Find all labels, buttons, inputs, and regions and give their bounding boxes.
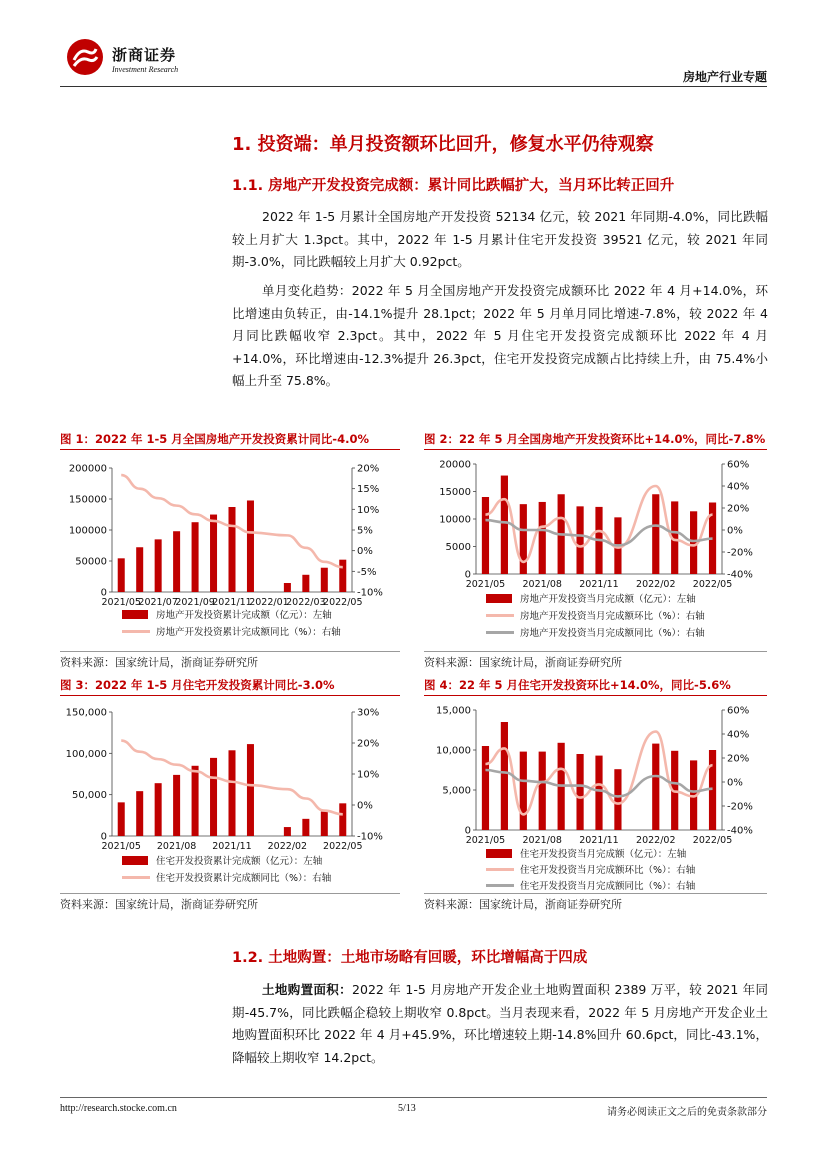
bar-2021/11 — [228, 507, 235, 592]
x-tick-label: 2021/05 — [465, 579, 506, 590]
right-tick-label: 15% — [357, 484, 380, 496]
fig1-chart — [60, 452, 400, 648]
section-1-2-title: 1.2. 土地购置：土地市场略有回暖，环比增幅高于四成 — [232, 950, 588, 966]
x-tick-label: 2022/02 — [636, 579, 676, 590]
x-tick-label: 2022/01 — [249, 597, 289, 608]
brand-subtitle: Investment Research — [112, 65, 179, 74]
right-tick-label: 5% — [357, 525, 373, 537]
bar-2021/06 — [501, 722, 508, 830]
bar-2022/05 — [339, 803, 346, 836]
footer-url[interactable]: http://research.stocke.com.cn — [60, 1103, 177, 1114]
left-tick-label: 15,000 — [436, 705, 471, 717]
fig3-source-rule — [60, 893, 400, 894]
bar-2021/08 — [539, 502, 546, 574]
bar-2021/11 — [595, 756, 602, 830]
fig4-chart — [424, 698, 767, 892]
bar-2021/10 — [210, 515, 217, 592]
left-tick-label: 0 — [464, 825, 471, 837]
bar-2021/05 — [482, 746, 489, 830]
bar-2022/02 — [652, 744, 659, 830]
x-tick-label: 2022/02 — [636, 835, 676, 846]
left-tick-label: 0 — [464, 569, 471, 581]
paragraph-3 — [232, 979, 768, 1069]
brand-logo-icon — [66, 38, 104, 76]
right-tick-label: 20% — [727, 753, 750, 765]
bar-2021/06 — [501, 476, 508, 574]
legend-label: 住宅开发投资当月完成额同比（%）：右轴 — [520, 881, 696, 892]
right-tick-label: 10% — [357, 769, 380, 781]
x-tick-label: 2022/03 — [286, 597, 326, 608]
bar-2021/07 — [520, 504, 527, 574]
left-tick-label: 50,000 — [72, 790, 107, 802]
paragraph-1: 2022 年 1-5 月累计全国房地产开发投资 52134 亿元，较 2021 年同期-4.0%，同比跌幅较上月扩大 1.3pct。其中，2022 年 1-5 月累计住宅开发投资 39521 亿元，较 2021 年同期-3.0%，同比跌幅较上月扩大 0.92pct。 — [232, 209, 768, 269]
legend-label: 房地产开发投资当月完成额环比（%）：右轴 — [520, 611, 705, 622]
right-tick-label: 10% — [357, 504, 380, 516]
x-tick-label: 2021/11 — [579, 835, 619, 846]
bar-2021/09 — [192, 766, 199, 836]
x-tick-label: 2022/05 — [692, 835, 733, 846]
report-type: 房地产行业专题 — [682, 70, 767, 84]
right-tick-label: -20% — [727, 547, 753, 559]
paragraph-2: 单月变化趋势：2022 年 5 月全国房地产开发投资完成额环比 2022 年 4 月+14.0%，环比增速由负转正，由-14.1%提升 28.1pct；2022 年 5 月单月同比增速-7.8%，较 2022 年 4 月同比跌幅收窄 2.3pct。其中，2022 年 5 月住宅开发投资完成额环比 2022 年 4 月+14.0%，环比增速由-12.3%提升 26.3pct，住宅开发投资完成额占比持续上升，由 75.4%小幅上升至 75.8%。 — [232, 283, 768, 388]
fig1-title: 图 1：2022 年 1-5 月全国房地产开发投资累计同比-4.0% — [60, 432, 369, 446]
bar-2021/07 — [520, 752, 527, 830]
paragraph-3-lead: 土地购置面积： — [262, 982, 353, 997]
legend-label: 房地产开发投资当月完成额同比（%）：右轴 — [520, 628, 705, 639]
legend-label: 住宅开发投资累计完成额（亿元）：左轴 — [156, 856, 323, 867]
legend-label: 房地产开发投资累计完成额同比（%）：右轴 — [156, 627, 341, 638]
x-tick-label: 2021/11 — [212, 841, 252, 852]
legend-swatch-bar — [122, 856, 148, 865]
x-tick-label: 2021/05 — [465, 835, 506, 846]
right-tick-label: -10% — [357, 831, 383, 843]
x-tick-label: 2021/08 — [522, 835, 562, 846]
legend-swatch-bar — [486, 849, 512, 858]
bar-2021/12 — [247, 744, 254, 836]
right-tick-label: -40% — [727, 825, 753, 837]
brand-name: 浙商证券 — [112, 46, 177, 64]
fig4-source-rule — [424, 893, 767, 894]
fig4-source: 资料来源：国家统计局，浙商证券研究所 — [424, 898, 622, 911]
fig2-source: 资料来源：国家统计局，浙商证券研究所 — [424, 656, 622, 669]
bar-2021/12 — [614, 769, 621, 830]
x-tick-label: 2022/05 — [323, 597, 363, 608]
bar-2022/05 — [339, 560, 346, 592]
section-1-1-title: 1.1. 房地产开发投资完成额：累计同比跌幅扩大，当月环比转正回升 — [232, 178, 675, 194]
right-tick-label: 30% — [357, 707, 380, 719]
bar-2021/10 — [576, 754, 583, 830]
bar-2021/05 — [482, 497, 489, 574]
bar-2022/03 — [302, 819, 309, 836]
right-tick-label: 20% — [727, 503, 750, 515]
bar-2022/02 — [284, 827, 291, 836]
right-tick-label: 0% — [357, 546, 373, 558]
page-number: 5/13 — [398, 1103, 416, 1114]
legend-label: 房地产开发投资当月完成额（亿元）：左轴 — [520, 594, 696, 605]
footer-disclaimer: 请务必阅读正文之后的免责条款部分 — [607, 1107, 767, 1118]
right-tick-label: 0% — [357, 800, 373, 812]
fig1-source: 资料来源：国家统计局，浙商证券研究所 — [60, 656, 258, 669]
section-1-title: 1. 投资端：单月投资额环比回升，修复水平仍待观察 — [232, 134, 654, 155]
x-tick-label: 2021/09 — [175, 597, 215, 608]
bar-2021/09 — [192, 522, 199, 592]
left-tick-label: 150000 — [68, 494, 107, 506]
right-tick-label: -40% — [727, 569, 753, 581]
fig4-title: 图 4：22 年 5 月住宅开发投资环比+14.0%，同比-5.6% — [424, 678, 731, 692]
x-tick-label: 2022/02 — [267, 841, 308, 852]
bar-2022/03 — [302, 575, 309, 592]
legend-swatch-bar — [486, 594, 512, 603]
x-tick-label: 2022/05 — [692, 579, 733, 590]
bar-2022/02 — [284, 583, 291, 592]
x-tick-label: 2022/05 — [323, 841, 363, 852]
bar-2021/12 — [247, 500, 254, 592]
fig3-title-rule — [60, 695, 400, 696]
bar-2021/06 — [136, 547, 143, 592]
fig1-source-rule — [60, 651, 400, 652]
bar-2021/05 — [118, 802, 125, 836]
right-tick-label: -20% — [727, 801, 753, 813]
bar-2021/07 — [155, 539, 162, 592]
left-tick-label: 15000 — [439, 487, 471, 498]
legend-swatch-bar — [122, 610, 148, 619]
left-tick-label: 5000 — [445, 542, 471, 553]
footer-divider — [60, 1097, 767, 1098]
legend-label: 住宅开发投资当月完成额（亿元）：左轴 — [520, 849, 687, 860]
right-tick-label: -10% — [357, 587, 383, 599]
fig2-chart — [424, 452, 767, 648]
left-tick-label: 20000 — [439, 459, 471, 471]
left-tick-label: 150,000 — [65, 707, 107, 719]
right-tick-label: -5% — [357, 566, 377, 578]
bar-2021/11 — [228, 750, 235, 836]
fig3-title: 图 3：2022 年 1-5 月住宅开发投资累计同比-3.0% — [60, 678, 335, 692]
bar-2021/10 — [210, 758, 217, 836]
fig2-title: 图 2：22 年 5 月全国房地产开发投资环比+14.0%，同比-7.8% — [424, 432, 766, 446]
right-tick-label: 60% — [727, 705, 750, 717]
left-tick-label: 100000 — [68, 525, 107, 537]
x-tick-label: 2021/07 — [138, 597, 178, 608]
legend-label: 房地产开发投资累计完成额（亿元）：左轴 — [156, 610, 332, 621]
right-tick-label: 0% — [727, 777, 743, 789]
right-tick-label: 0% — [727, 525, 743, 537]
left-tick-label: 10,000 — [436, 745, 471, 757]
legend-label: 住宅开发投资累计完成额同比（%）：右轴 — [156, 873, 332, 884]
left-tick-label: 100,000 — [65, 748, 107, 760]
fig1-title-rule — [60, 449, 400, 450]
right-tick-label: 20% — [357, 463, 380, 475]
fig2-title-rule — [424, 449, 767, 450]
x-tick-label: 2021/05 — [101, 597, 141, 608]
legend-label: 住宅开发投资当月完成额环比（%）：右轴 — [520, 865, 696, 876]
paragraph-3-body: 2022 年 1-5 月房地产开发企业土地购置面积 2389 万平，较 2021 年同期-45.7%，同比跌幅企稳较上期收窄 0.8pct。当月表现来看，2022 年 5 月房地产开发企业土地购置面积环比 2022 年 4 月+45.9%，环比增速较上期-14.8%回升 60.6pct，同比-43.1%，降幅较上期收窄 14.2pct。 — [232, 982, 768, 1065]
x-tick-label: 2021/11 — [579, 579, 619, 590]
bar-2022/04 — [321, 568, 328, 592]
bar-2021/07 — [155, 783, 162, 836]
header-divider — [60, 86, 767, 87]
left-tick-label: 50000 — [75, 556, 107, 568]
left-tick-label: 0 — [100, 587, 107, 599]
bar-2021/10 — [576, 506, 583, 574]
bar-2021/08 — [539, 752, 546, 830]
right-tick-label: 40% — [727, 729, 750, 741]
fig3-source: 资料来源：国家统计局，浙商证券研究所 — [60, 898, 258, 911]
left-tick-label: 0 — [100, 831, 107, 843]
bar-2021/06 — [136, 791, 143, 836]
right-tick-label: 60% — [727, 459, 750, 471]
x-tick-label: 2021/05 — [101, 841, 141, 852]
bar-2021/08 — [173, 531, 180, 592]
right-tick-label: 40% — [727, 481, 750, 493]
fig2-source-rule — [424, 651, 767, 652]
x-tick-label: 2021/08 — [156, 841, 197, 852]
left-tick-label: 5,000 — [442, 785, 471, 797]
x-tick-label: 2021/11 — [212, 597, 252, 608]
x-tick-label: 2021/08 — [522, 579, 562, 590]
bar-2022/04 — [321, 812, 328, 836]
fig3-chart — [60, 698, 400, 892]
bar-2022/02 — [652, 494, 659, 574]
left-tick-label: 200000 — [68, 463, 107, 475]
left-tick-label: 10000 — [439, 514, 471, 526]
bar-2021/08 — [173, 775, 180, 836]
fig4-title-rule — [424, 695, 767, 696]
bar-2021/05 — [118, 558, 125, 592]
right-tick-label: 20% — [357, 738, 380, 750]
